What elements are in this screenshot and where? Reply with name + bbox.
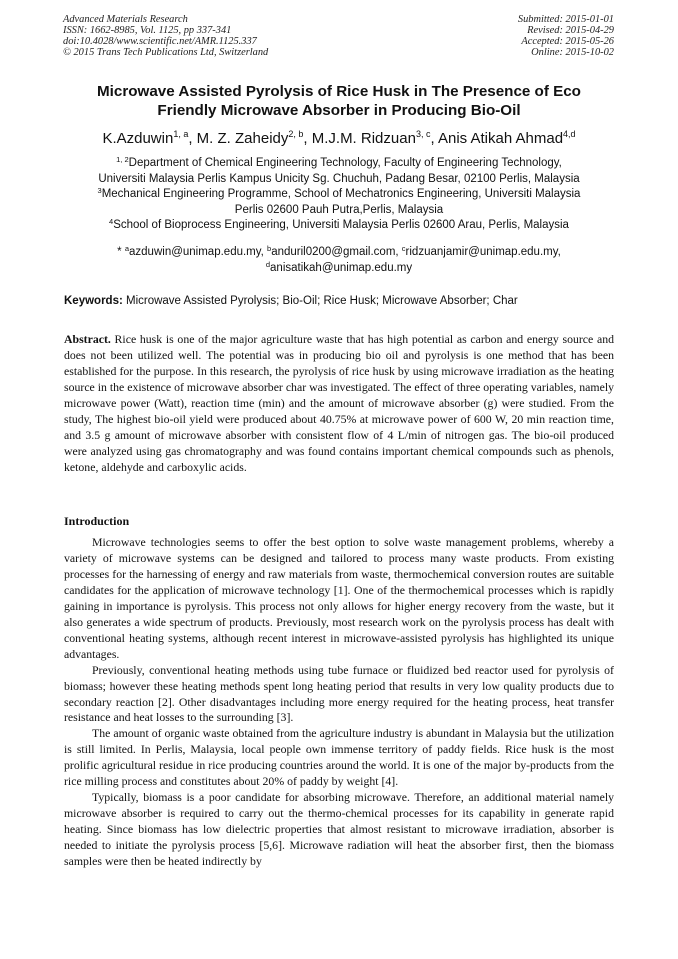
journal-doi: doi:10.4028/www.scientific.net/AMR.1125.337 xyxy=(63,36,257,47)
introduction-body xyxy=(64,535,614,870)
affiliation-1-line-1: $^{1, 2}$Department of Chemical Engineering Technology, Faculty of Engineering Technology, xyxy=(116,155,562,169)
paragraph: Typically, biomass is a poor candidate for absorbing microwave. Therefore, an additional material namely microwave absorber is required to carry out the thermo-chemical processes for its capability in generate rapid heating. Since biomass has low dielectric properties that almost resistant to microwave irradiation, absorber is needed to initiate the pyrolysis process [5,6]. Microwave radiation will heat the absorber first, then the biomass samples were then be heated indirectly by xyxy=(64,790,614,869)
affiliation-1-line-2: Universiti Malaysia Perlis Kampus Unicity Sg. Chuchuh, Padang Besar, 02100 Perlis, Malaysia xyxy=(98,172,580,185)
author-affiliation-mark: 4,d xyxy=(563,129,576,139)
abstract-label: Abstract. xyxy=(64,332,111,346)
abstract xyxy=(64,331,614,475)
paragraph: The amount of organic waste obtained from the agriculture industry is abundant in Malaysia but the utilization is still limited. In Perlis, Malaysia, local people own immense territory of paddy fields. Rice husk is the most prolific agricultural residue in rice producing countries around the world. It is one of the major by-products from the rice milling process and constitutes about 20% of paddy by weight [4]. xyxy=(64,726,614,789)
author-name: Anis Atikah Ahmad xyxy=(437,130,564,147)
affiliation-3-line-2: Perlis 02600 Pauh Putra,Perlis, Malaysia xyxy=(234,203,444,216)
author-name: M.J.M. Ridzuan xyxy=(311,130,416,147)
affiliation-4-line-1: $^4$School of Bioprocess Engineering, Universiti Malaysia Perlis 02600 Arau, Perlis, Malaysia xyxy=(109,217,569,232)
affiliation-3-line-1: $^3$Mechanical Engineering Programme, School of Mechatronics Engineering, Universiti Malaysia xyxy=(97,186,581,201)
journal-issn: ISSN: 1662-8985, Vol. 1125, pp 337-341 xyxy=(63,25,232,36)
author-separator: , xyxy=(430,130,438,147)
author-name: K.Azduwin xyxy=(102,130,174,147)
author-separator: , xyxy=(188,130,197,147)
email-d: anisatikah@unimap.edu.my xyxy=(270,261,413,274)
email-line-1: * $^a$azduwin@unimap.edu.my, $^b$anduril0200@gmail.com, $^c$ridzuanjamir@unimap.edu.my, xyxy=(117,244,561,258)
author-separator: , xyxy=(303,130,312,147)
email-a: azduwin@unimap.edu.my, xyxy=(129,246,268,258)
keywords-label: Keywords: xyxy=(64,295,123,307)
email-b: anduril0200@gmail.com, xyxy=(271,246,402,258)
paragraph: Previously, conventional heating methods using tube furnace or fluidized bed reactor used for pyrolysis of biomass; however these heating methods spent long heating period that results in very low quality products due to secondary reaction [2]. Other disadvantages including more energy required for the heating process, heat transfer resistance and heat losses to the surrounding [3]. xyxy=(64,662,614,725)
affiliation-mark: 1, 2 xyxy=(116,155,129,164)
journal-copyright: © 2015 Trans Tech Publications Ltd, Switzerland xyxy=(63,47,269,58)
abstract-text: Rice husk is one of the major agriculture waste that has high potential as carbon and energy source and does not been utilized well. The potential was in producing bio oil and pyrolysis is one method that has been established for the purpose. In this research, the pyrolysis of rice husk by using microwave irradiation as the heating source in the existence of microwave absorber char was investigated. The effect of three operating variables, namely microwave power (Watt), reaction time (min) and the amount of microwave absorber (g) were studied. From the study, The highest bio-oil yield were produced about 40.75% at microwave power of 600 W, 20 min reaction time, and 3.5 g amount of microwave absorber with consistent flow of 4 L/min of nitrogen gas. The bio-oil produced were analyzed using gas chromatography and was found contains important chemical compounds such as phenols, ketone, aldehyde and carboxylic acids. xyxy=(64,332,614,474)
author-emails xyxy=(40,245,638,276)
email-line-2: $^d$anisatikah@unimap.edu.my xyxy=(265,259,413,274)
date-online: Online: 2015-10-02 xyxy=(531,47,614,58)
email-c: ridzuanjamir@unimap.edu.my, xyxy=(405,246,561,258)
journal-name: Advanced Materials Research xyxy=(63,14,188,25)
corresponding-mark: * xyxy=(117,246,122,258)
keywords xyxy=(64,294,616,309)
title-line-1: Microwave Assisted Pyrolysis of Rice Husk in The Presence of Eco xyxy=(97,83,581,100)
submission-dates-header xyxy=(518,14,614,58)
paper-title xyxy=(60,82,618,120)
author-affiliation-mark: 1, a xyxy=(173,129,189,139)
affiliation-mark: 3 xyxy=(97,186,102,196)
author-affiliation-mark: 3, c xyxy=(415,129,431,139)
journal-info-header xyxy=(63,14,268,58)
keywords-text: Microwave Assisted Pyrolysis; Bio-Oil; Rice Husk; Microwave Absorber; Char xyxy=(122,295,518,307)
author-name: M. Z. Zaheidy xyxy=(196,130,289,147)
paragraph: Microwave technologies seems to offer the best option to solve waste management problems, whereby a variety of microwave systems can be designed and tailored to process many waste products. From existing processes for the harnessing of energy and raw materials from waste, thermochemical conversion routes are suitable candidates for the application of microwave technology [1]. One of the thermochemical processes which is rapidly gaining in importance is pyrolysis. This process not only allows for higher energy recovery from the waste, but it also generates a wide spectrum of products. Previously, most research work on the pyrolysis process has dealt with conventional heating systems, although recent interest in microwave-assisted pyrolysis has highlighted its unique advantages. xyxy=(64,535,614,661)
author-list xyxy=(40,129,638,148)
affiliations xyxy=(40,156,638,234)
affiliation-mark: 4 xyxy=(109,217,114,227)
author-affiliation-mark: 2, b xyxy=(288,129,304,139)
section-heading-introduction: Introduction xyxy=(64,514,130,528)
date-accepted: Accepted: 2015-05-26 xyxy=(521,36,614,47)
date-revised: Revised: 2015-04-29 xyxy=(527,25,614,36)
title-line-2: Friendly Microwave Absorber in Producing Bio-Oil xyxy=(157,102,521,119)
date-submitted: Submitted: 2015-01-01 xyxy=(517,14,614,25)
